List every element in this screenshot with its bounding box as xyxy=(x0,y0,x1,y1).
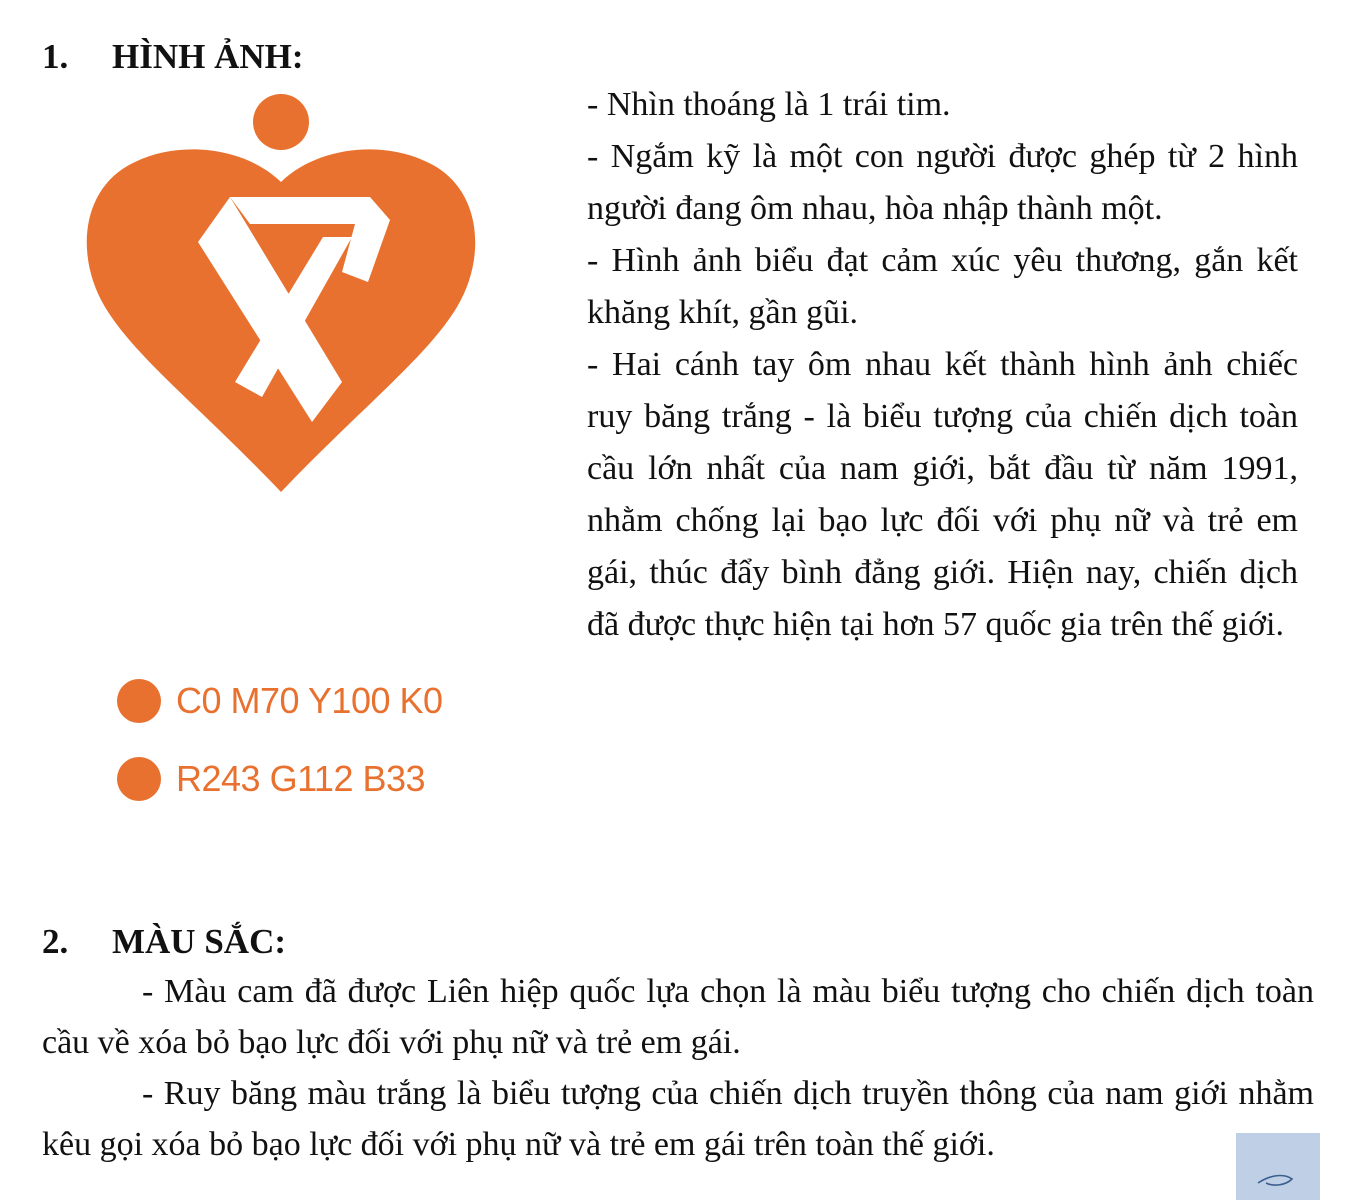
signature-mark-bg xyxy=(1236,1133,1320,1200)
color-dot-icon xyxy=(117,757,161,801)
description-paragraph: - Ngắm kỹ là một con người được ghép từ 2 hình người đang ôm nhau, hòa nhập thành một. xyxy=(587,138,1298,227)
color-description xyxy=(42,966,1314,1170)
section-title: MÀU SẮC: xyxy=(112,922,287,961)
logo-description xyxy=(587,79,1298,651)
color-paragraph: - Ruy băng màu trắng là biểu tượng của chiến dịch truyền thông của nam giới nhằm kêu gọi xóa bỏ bạo lực đối với phụ nữ và trẻ em gái trên toàn thế giới. xyxy=(42,1075,1314,1163)
swatch-cmyk xyxy=(117,679,443,723)
description-paragraph: - Hình ảnh biểu đạt cảm xúc yêu thương, gắn kết khăng khít, gần gũi. xyxy=(587,242,1298,331)
section-heading-image xyxy=(42,37,304,77)
swatch-label: R243 G112 B33 xyxy=(176,758,426,799)
section-number: 2. xyxy=(42,922,69,961)
description-paragraph: - Hai cánh tay ôm nhau kết thành hình ảnh chiếc ruy băng trắng - là biểu tượng của chiến dịch toàn cầu lớn nhất của nam giới, bắt đầu từ năm 1991, nhằm chống lại bạo lực đối với phụ nữ và trẻ em gái, thúc đẩy bình đẳng giới. Hiện nay, chiến dịch đã được thực hiện tại hơn 57 quốc gia trên thế giới. xyxy=(587,346,1298,643)
logo-head-circle xyxy=(253,94,309,150)
section-title: HÌNH ẢNH: xyxy=(112,37,304,76)
description-paragraph: - Nhìn thoáng là 1 trái tim. xyxy=(587,86,951,123)
color-paragraph: - Màu cam đã được Liên hiệp quốc lựa chọn là màu biểu tượng cho chiến dịch toàn cầu về xóa bỏ bạo lực đối với phụ nữ và trẻ em gái. xyxy=(42,973,1314,1061)
section-number: 1. xyxy=(42,37,69,76)
color-dot-icon xyxy=(117,679,161,723)
section-heading-color xyxy=(42,922,286,962)
swatch-label: C0 M70 Y100 K0 xyxy=(176,680,443,721)
heart-ribbon-logo xyxy=(80,92,490,502)
signature-mark-icon xyxy=(1236,1133,1320,1200)
swatch-rgb xyxy=(117,757,425,801)
